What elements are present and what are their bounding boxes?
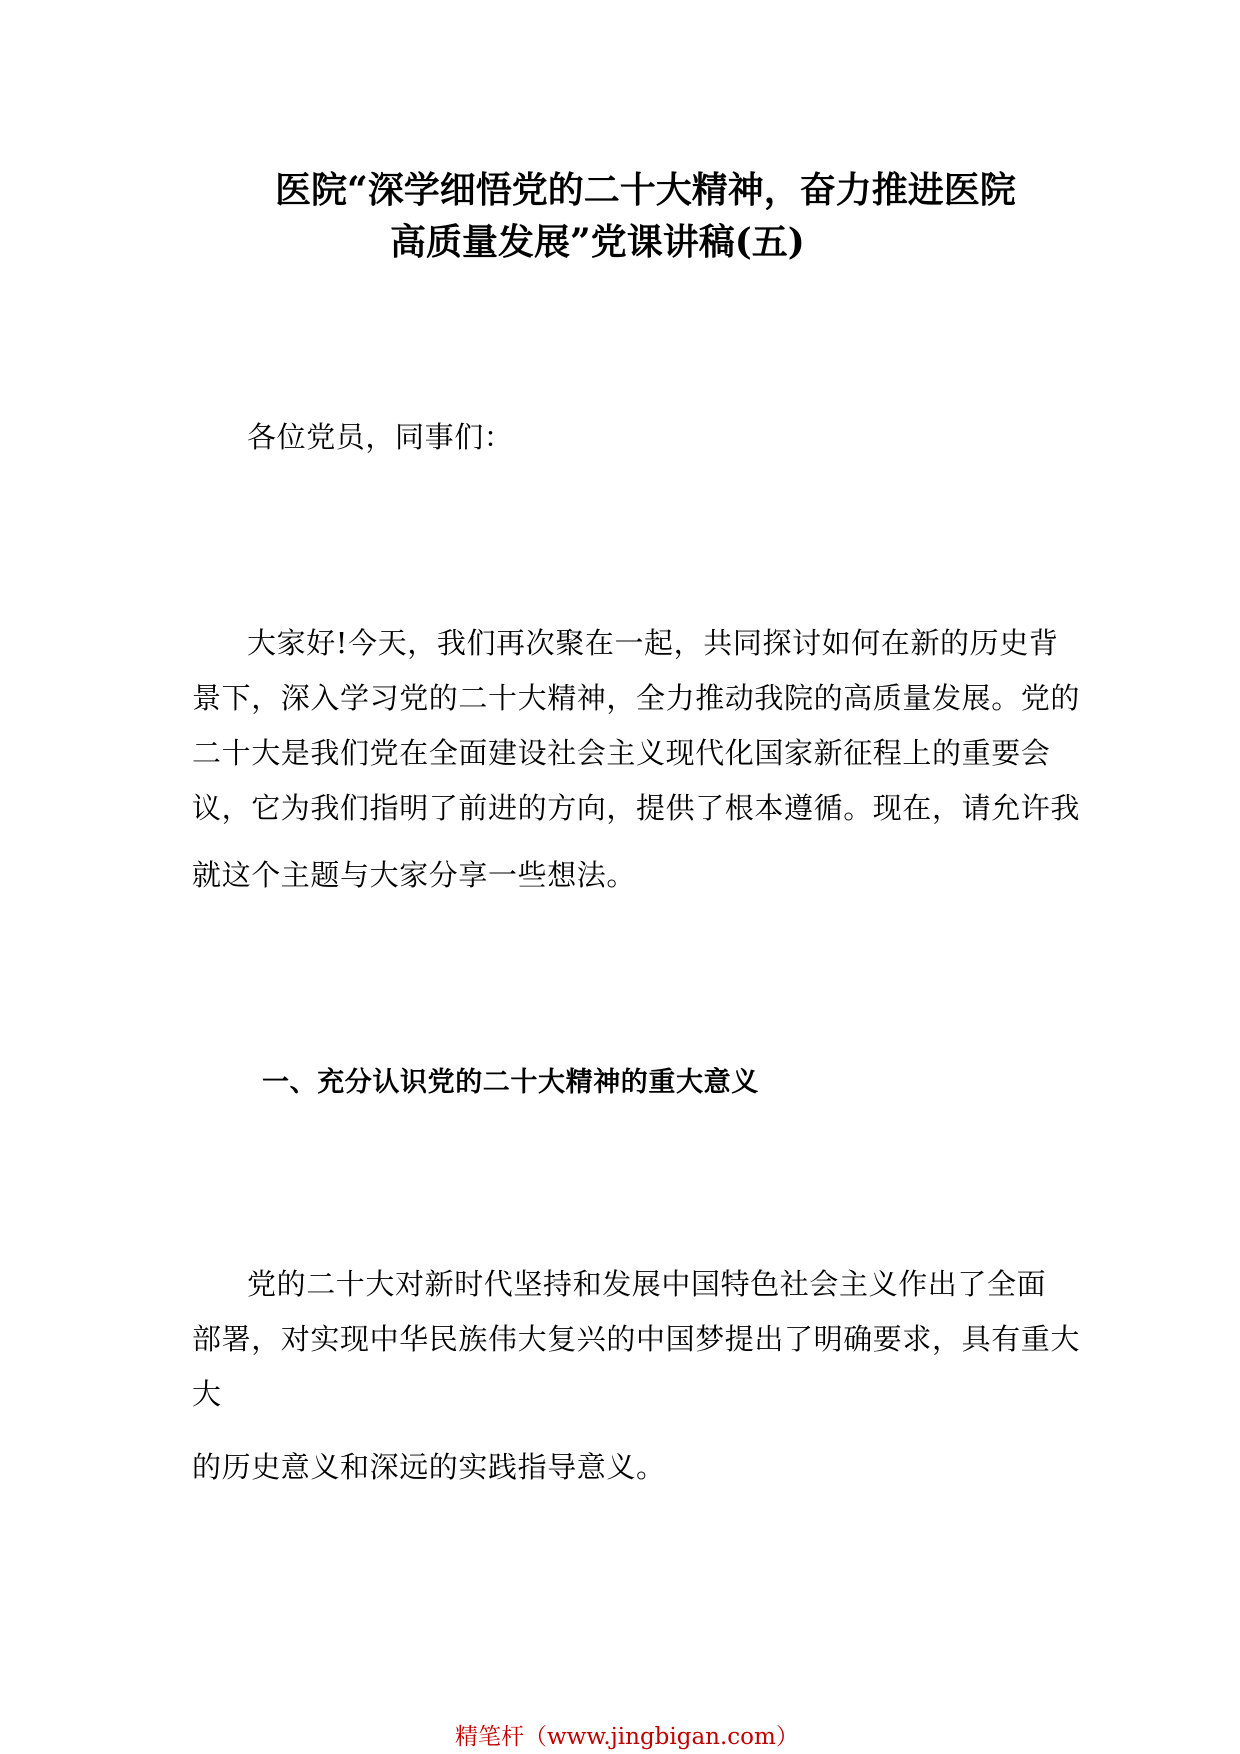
greeting: 各位党员，同事们： [247,420,514,454]
paragraph-2-line-1: 党的二十大对新时代坚持和发展中国特色社会主义作出了全面 [247,1267,1047,1301]
paragraph-2-line-2: 部署，对实现中华民族伟大复兴的中国梦提出了明确要求，具有重大 [192,1322,1081,1356]
paragraph-1-line-1: 大家好!今天，我们再次聚在一起，共同探讨如何在新的历史背 [247,626,1059,660]
paragraph-2-line-4: 的历史意义和深远的实践指导意义。 [192,1450,666,1484]
paragraph-1-line-3: 二十大是我们党在全面建设社会主义现代化国家新征程上的重要会 [192,736,1051,770]
paragraph-1-line-2: 景下，深入学习党的二十大精神，全力推动我院的高质量发展。党的 [192,681,1081,715]
footer-watermark: 精笔杆（www.jingbigan.com） [455,1724,799,1750]
document-title-line-1: 医院“深学细悟党的二十大精神，奋力推进医院 [275,169,1016,211]
paragraph-2-line-3: 大 [192,1377,222,1411]
paragraph-1-line-5: 就这个主题与大家分享一些想法。 [192,858,637,892]
document-title-line-2: 高质量发展”党课讲稿(五) [390,221,805,263]
section-1-heading: 一、充分认识党的二十大精神的重大意义 [262,1067,759,1098]
paragraph-1-line-4: 议，它为我们指明了前进的方向，提供了根本遵循。现在，请允许我 [192,791,1081,825]
